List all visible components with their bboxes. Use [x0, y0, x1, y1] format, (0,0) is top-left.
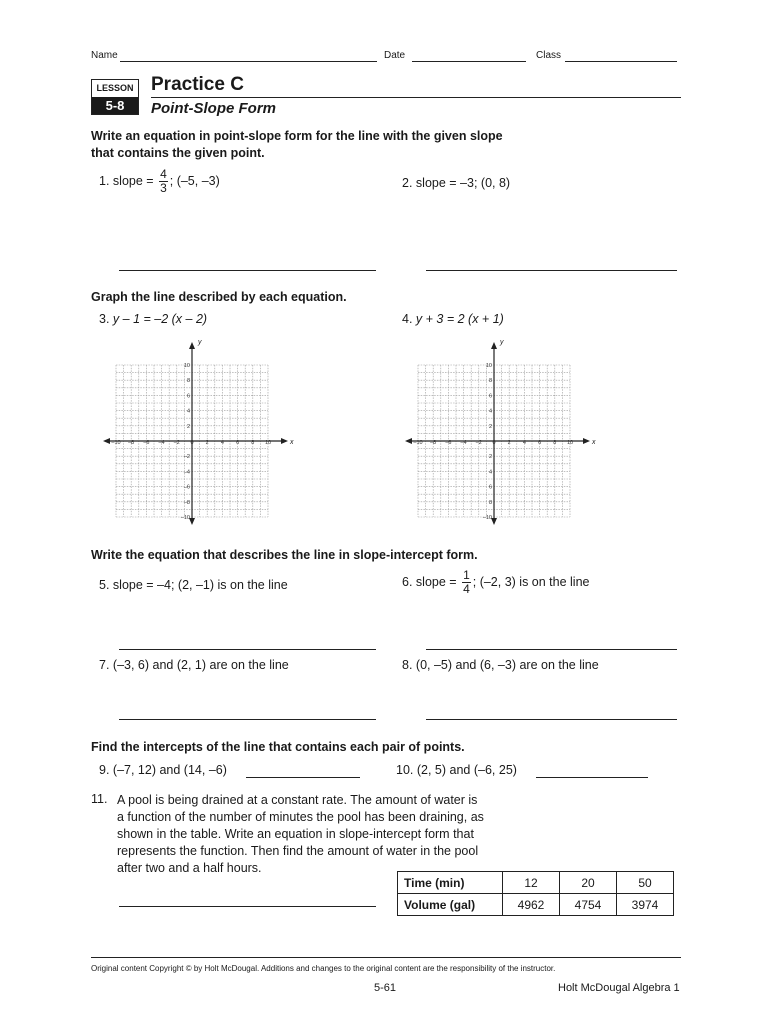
grid1-x-tick-label: –8: [128, 440, 135, 446]
problem-5-text: slope = –4; (2, –1) is on the line: [112, 578, 288, 592]
grid2-x-tick-label: –10: [413, 440, 423, 446]
answer-line-9[interactable]: [246, 777, 360, 778]
grid1-arrow-up-icon: [189, 342, 195, 349]
grid2-x-tick-label: –2: [475, 440, 482, 446]
problem-2: [402, 176, 510, 190]
page-subtitle: Point-Slope Form: [151, 100, 276, 117]
grid2-x-tick-label: –4: [460, 440, 467, 446]
problem-10: [396, 763, 517, 777]
grid2-y-tick-label: 2: [488, 454, 492, 461]
grid1-x-tick-label: 10: [264, 440, 272, 446]
table-cell: 3974: [617, 894, 674, 916]
book-title: Holt McDougal Algebra 1: [558, 982, 680, 994]
problem-7-text: (–3, 6) and (2, 1) are on the line: [112, 658, 289, 672]
grid2-y-tick-label: 8: [488, 378, 492, 385]
page-title: Practice C: [151, 74, 244, 95]
problem-2-number: 2.: [402, 176, 413, 190]
grid1-y-tick-label: 2: [186, 423, 190, 430]
footer-rule: [91, 957, 681, 958]
problem-10-number: 10.: [396, 763, 414, 777]
grid1-y-label: y: [198, 339, 202, 346]
grid2-arrow-right-icon: [583, 438, 590, 444]
grid1-x-tick-label: 6: [236, 440, 240, 446]
answer-line-11[interactable]: [119, 906, 376, 907]
problem-10-text: (2, 5) and (–6, 25): [416, 763, 517, 777]
grid2-x-tick-label: 10: [566, 440, 574, 446]
problem-11-line: A pool is being drained at a constant rate. The amount of water is: [117, 793, 478, 807]
problem-7: [99, 658, 289, 672]
date-label: Date: [384, 50, 406, 61]
grid2-y-tick-label: –10: [482, 515, 492, 521]
section3-instruction: Write the equation that describes the line in slope-intercept form.: [91, 548, 478, 562]
problem-6-number: 6.: [402, 574, 413, 589]
grid1-x-tick-label: –6: [143, 440, 150, 446]
grid1-x-tick-label: 0: [190, 440, 194, 446]
problem-6-prefix: slope =: [415, 574, 457, 589]
problem-8: [402, 658, 599, 672]
grid1-x-tick-label: 8: [251, 440, 255, 446]
table-cell: 20: [560, 872, 617, 894]
grid2-x-tick-label: 6: [538, 440, 542, 446]
table-cell: 12: [503, 872, 560, 894]
grid2-x-tick-label: 4: [522, 440, 526, 446]
problem-4-number: 4.: [402, 312, 413, 326]
date-field[interactable]: [412, 61, 526, 62]
problem-11-line: shown in the table. Write an equation in slope-intercept form that: [117, 827, 474, 841]
name-label: Name: [91, 50, 118, 61]
problem-4: [402, 312, 504, 326]
class-label: Class: [536, 50, 562, 61]
problem-3-number: 3.: [99, 312, 110, 326]
problem-1-suffix: ; (–5, –3): [169, 173, 220, 188]
problem-6-suffix: ; (–2, 3) is on the line: [472, 574, 590, 589]
grid1-arrow-left-icon: [103, 438, 110, 444]
grid2-x-tick-label: –6: [445, 440, 452, 446]
table-row: [398, 872, 674, 894]
name-field[interactable]: [120, 61, 377, 62]
coordinate-grid-1[interactable]: [100, 335, 300, 525]
problem-11-number: 11.: [91, 792, 108, 806]
table-cell: 50: [617, 872, 674, 894]
problem-4-text: y + 3 = 2 (x + 1): [415, 312, 504, 326]
grid2-y-tick-label: 4: [488, 469, 492, 476]
section1-instruction: [91, 128, 503, 162]
problem-1-prefix: slope =: [112, 173, 154, 188]
table-cell: 4754: [560, 894, 617, 916]
class-field[interactable]: [565, 61, 677, 62]
answer-line-7[interactable]: [119, 719, 376, 720]
grid1-y-tick-label: –10: [180, 515, 190, 521]
problem-6-fraction: [462, 569, 471, 596]
grid2-x-tick-label: 2: [507, 440, 511, 446]
section4-instruction: Find the intercepts of the line that contains each pair of points.: [91, 740, 465, 754]
problem-11-line: a function of the number of minutes the pool has been draining, as: [117, 810, 484, 824]
answer-line-10[interactable]: [536, 777, 648, 778]
grid1-x-tick-label: 4: [220, 440, 224, 446]
grid1-x-tick-label: –4: [158, 440, 165, 446]
grid2-arrow-up-icon: [491, 342, 497, 349]
grid1-x-tick-label: –10: [111, 440, 121, 446]
grid2-y-tick-label: 6: [488, 393, 492, 400]
grid1-y-tick-label: 6: [186, 393, 190, 400]
coordinate-grid-2[interactable]: [402, 335, 602, 525]
grid1-x-label: x: [290, 439, 294, 446]
problem-7-number: 7.: [99, 658, 110, 672]
problem-5-number: 5.: [99, 578, 110, 592]
table-row-header: Volume (gal): [398, 894, 503, 916]
grid1-y-tick-label: 4: [186, 408, 190, 415]
grid2-y-tick-label: 6: [488, 484, 492, 491]
problem-2-text: slope = –3; (0, 8): [415, 176, 511, 190]
table-cell: 4962: [503, 894, 560, 916]
problem-1-fraction: [159, 168, 168, 195]
problem-1-number: 1.: [99, 173, 110, 188]
copyright-text: Original content Copyright © by Holt McDougal. Additions and changes to the original content are the responsibility of the instructor.: [91, 964, 556, 973]
answer-line-1[interactable]: [119, 270, 376, 271]
lesson-badge: [91, 79, 139, 115]
lesson-number: 5-8: [92, 97, 138, 114]
grid2-y-tick-label: 10: [485, 363, 492, 369]
page-number: 5-61: [374, 982, 397, 994]
grid2-y-tick-label: 4: [488, 408, 492, 415]
problem-8-text: (0, –5) and (6, –3) are on the line: [415, 658, 599, 672]
grid2-x-tick-label: 0: [492, 440, 496, 446]
answer-line-2[interactable]: [426, 270, 677, 271]
problem-8-number: 8.: [402, 658, 413, 672]
pool-data-table: [397, 871, 674, 916]
problem-9-number: 9.: [99, 763, 110, 777]
section1-instruction-line1: Write an equation in point-slope form for the line with the given slope: [91, 129, 503, 143]
section2-instruction: Graph the line described by each equation.: [91, 290, 347, 304]
fraction-denominator: 3: [160, 181, 167, 195]
problem-11-line: represents the function. Then find the amount of water in the pool: [117, 844, 479, 858]
grid1-y-tick-label: –8: [183, 499, 190, 506]
problem-3: [99, 312, 207, 326]
section1-instruction-line2: that contains the given point.: [91, 146, 265, 160]
problem-11-text: [117, 792, 537, 877]
fraction-numerator: 4: [160, 167, 167, 181]
problem-9-text: (–7, 12) and (14, –6): [112, 763, 227, 777]
grid1-x-tick-label: –2: [173, 440, 180, 446]
grid1-arrow-right-icon: [281, 438, 288, 444]
problem-11-line: after two and a half hours.: [117, 861, 262, 875]
grid2-x-tick-label: –8: [430, 440, 437, 446]
grid1-y-tick-label: 10: [183, 363, 190, 369]
grid1-x-tick-label: 2: [205, 440, 209, 446]
problem-3-text: y – 1 = –2 (x – 2): [112, 312, 208, 326]
grid2-x-tick-label: 8: [553, 440, 557, 446]
grid1-y-tick-label: 8: [186, 378, 190, 385]
grid1-y-tick-label: –2: [183, 454, 190, 461]
title-rule: [151, 97, 681, 98]
answer-line-5[interactable]: [119, 649, 376, 650]
problem-6: [402, 569, 589, 596]
grid2-arrow-left-icon: [405, 438, 412, 444]
problem-9: [99, 763, 227, 777]
grid2-y-label: y: [500, 339, 504, 346]
grid2-y-tick-label: 8: [488, 499, 492, 506]
grid1-y-tick-label: –4: [183, 469, 190, 476]
problem-1: [99, 168, 220, 195]
problem-5: [99, 578, 288, 592]
fraction-numerator: 1: [463, 568, 470, 582]
fraction-denominator: 4: [463, 582, 470, 596]
answer-line-8[interactable]: [426, 719, 677, 720]
grid1-y-tick-label: –6: [183, 484, 190, 491]
table-row: [398, 894, 674, 916]
answer-line-6[interactable]: [426, 649, 677, 650]
table-row-header: Time (min): [398, 872, 503, 894]
lesson-label: LESSON: [96, 83, 134, 93]
grid2-y-tick-label: 2: [488, 423, 492, 430]
grid2-x-label: x: [592, 439, 596, 446]
